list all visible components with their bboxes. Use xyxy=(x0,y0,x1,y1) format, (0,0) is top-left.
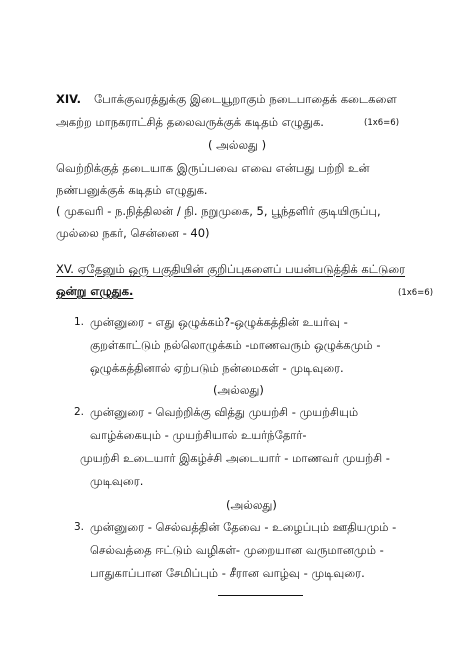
q15-line1: XV. ஏதேனும் ஒரு பகுதியின் குறிப்புகளைப் பயன்படுத்திக் கட்டுரை xyxy=(56,262,406,276)
end-rule xyxy=(218,595,303,596)
q14-line2: அகற்ற மாநகராட்சித் தலைவருக்குக் கடிதம் எழுதுக. xyxy=(56,115,324,129)
item-line: முடிவுரை. xyxy=(90,474,144,488)
item-number: 1. xyxy=(74,316,85,328)
q15-line2: ஒன்று எழுதுக. xyxy=(56,284,134,298)
item-line: முன்னுரை - செல்வத்தின் தேவை - உழைப்பும் ஊதியமும் - xyxy=(90,520,397,534)
or-separator: (அல்லது) xyxy=(213,383,264,397)
q14-number: XIV. xyxy=(56,92,81,106)
item-line: பாதுகாப்பான சேமிப்பும் - சீரான வாழ்வு - முடிவுரை. xyxy=(90,566,365,580)
item-line: முன்னுரை - எது ஒழுக்கம்?-ஒழுக்கத்தின் உயர்வு - xyxy=(90,315,348,329)
q14-alt-line1: வெற்றிக்குத் தடையாக இருப்பவை எவை என்பது பற்றி உன் xyxy=(56,161,370,175)
q14-address-line2: முல்லை நகர், சென்னை - 40) xyxy=(56,226,210,240)
q14-address-line1: ( முகவரி - ந.நித்திலன் / நி. நறுமுகை, 5, பூந்தளிர் குடியிருப்பு, xyxy=(56,204,381,218)
item-line: வாழ்க்கையும் - முயற்சியால் உயர்ந்தோர்- xyxy=(90,428,307,442)
q15-marks: (1x6=6) xyxy=(398,288,434,298)
q14-alt-line2: நண்பனுக்குக் கடிதம் எழுதுக. xyxy=(56,183,208,197)
item-line: முயற்சி உடையார் இகழ்ச்சி அடையார் - மாணவர் முயற்சி - xyxy=(80,451,390,465)
item-number: 3. xyxy=(74,521,85,533)
item-line: ஒழுக்கத்தினால் ஏற்படும் நன்மைகள் - முடிவுரை. xyxy=(90,361,344,375)
item-line: குறள்காட்டும் நல்லொழுக்கம் -மாணவரும் ஒழுக்கமும் - xyxy=(90,338,381,352)
q14-or: ( அல்லது ) xyxy=(208,138,267,152)
q14-line1: போக்குவரத்துக்கு இடையூறாகும் நடைபாதைக் கடைகளை xyxy=(94,92,397,106)
item-line: முன்னுரை - வெற்றிக்கு வித்து முயற்சி - முயற்சியும் xyxy=(90,405,359,419)
item-line: செல்வத்தை ஈட்டும் வழிகள்- முறையான வருமானமும் - xyxy=(90,543,384,557)
or-separator: (அல்லது) xyxy=(226,498,277,512)
q14-marks: (1x6=6) xyxy=(364,118,400,128)
item-number: 2. xyxy=(74,406,85,418)
